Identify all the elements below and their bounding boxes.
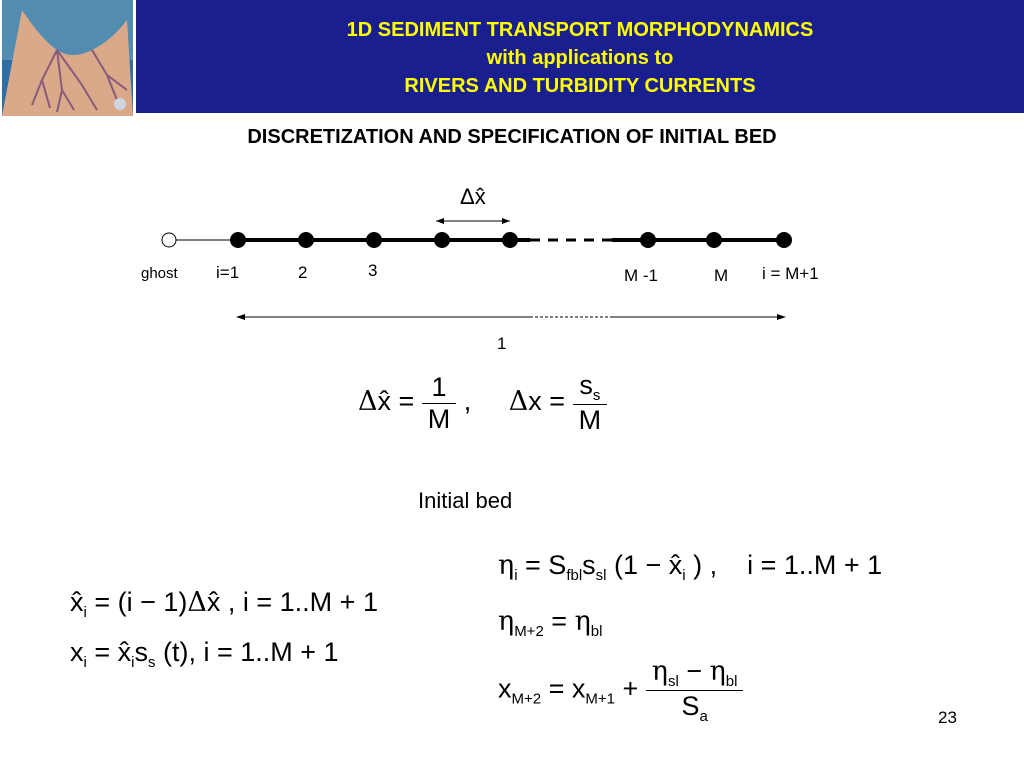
equation-eta-i: $\eta_i = S_{fbl}s_{sl}$ ($1 - x̂_i$ ) , i = 1..M + 1 [498,550,883,584]
node-label-i1: i=1 [216,263,240,282]
node-label-m-minus-1: M -1 [624,266,658,285]
node-label-3: 3 [368,261,378,280]
initial-bed-label: Initial bed [418,488,513,513]
node-5 [502,232,518,248]
title-line-2: with applications to [486,47,674,69]
node-4 [434,232,450,248]
length-label: 1 [497,334,507,353]
node-3 [366,232,382,248]
node-m [706,232,722,248]
ghost-node [162,233,176,247]
node-m-plus-1 [776,232,792,248]
delta-x-hat-label: Δx̂ [460,184,486,209]
title-line-1: 1D SEDIMENT TRANSPORT MORPHODYNAMICS [346,19,814,41]
equation-delta-x: Δx̂ = $\frac{1}{M}$ , Δx = $\frac{s_s}{M}$ [358,370,607,436]
node-label-m: M [714,266,729,285]
page-number: 23 [938,708,957,727]
node-m-minus-1 [640,232,656,248]
node-label-m-plus-1: i = M+1 [762,264,819,283]
equation-x-hat-i: $x̂_i = (i$ − 1)Δx̂ , i = 1..M + 1 [70,587,378,621]
slide-subtitle: DISCRETIZATION AND SPECIFICATION OF INITIAL BED [247,126,777,148]
equation-x-i: $x_i$ = $x̂_is_s$ (t), i = 1..M + 1 [70,637,339,671]
node-label-2: 2 [298,263,308,282]
equation-eta-m2: $\eta_{M+2} = \eta_{bl}$ [498,606,603,640]
equation-x-m2: $x_{M+2} = x_{M+1}$ + $\frac{\eta_{sl} - \eta_{bl}}{S_a}$ [498,656,743,725]
title-line-3: RIVERS AND TURBIDITY CURRENTS [404,75,756,97]
ghost-label: ghost [141,265,178,282]
node-2 [298,232,314,248]
discretization-diagram [0,0,1024,360]
node-1 [230,232,246,248]
